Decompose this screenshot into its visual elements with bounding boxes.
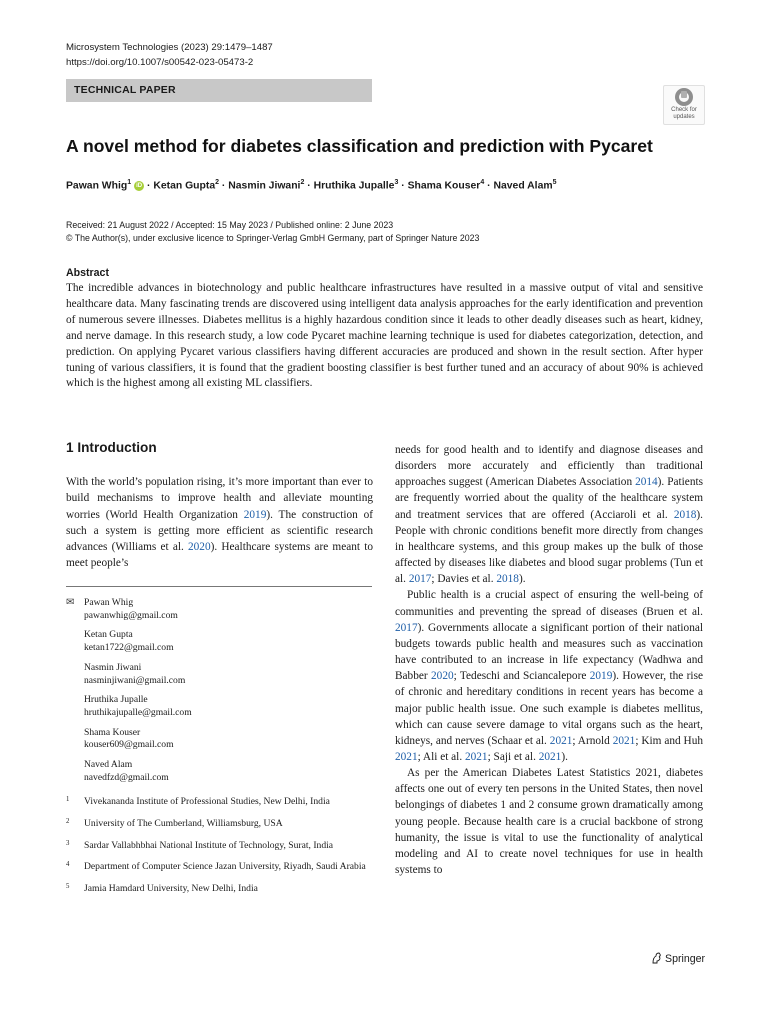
affiliation-entry [66, 883, 372, 896]
history-dates: Received: 21 August 2022 / Accepted: 15 May 2023 / Published online: 2 June 2023 [66, 220, 394, 230]
copyright-line: © The Author(s), under exclusive licence to Springer-Verlag GmbH Germany, part of Springer Nature 2023 [66, 233, 480, 243]
author-name[interactable]: Shama Kouser [407, 180, 481, 192]
abstract-heading: Abstract [66, 267, 109, 279]
author-separator: · [484, 180, 494, 192]
citation-link[interactable]: 2019 [589, 670, 613, 683]
contact-name: Pawan Whig [84, 597, 134, 608]
contact-entry [84, 629, 192, 655]
citation-link[interactable]: 2021 [612, 734, 636, 747]
affiliation-entry [66, 796, 372, 809]
affiliation-entry [66, 840, 372, 853]
affiliation-number: 1 [66, 796, 70, 803]
body-text: With the world’s population rising, it’s more important than ever to build mechanisms to improve health and alleviate mounting worries (World Health Organization [66, 476, 373, 521]
citation-link[interactable]: 2018 [496, 573, 519, 586]
author-affiliation-marker: 3 [394, 179, 399, 186]
intro-paragraph [395, 442, 703, 587]
body-text: ; Tedeschi and Sciancalepore [453, 670, 590, 683]
affiliation-number: 3 [66, 839, 70, 847]
article-type-banner [66, 79, 372, 102]
article-type-label: TECHNICAL PAPER [74, 84, 176, 96]
intro-column-left [66, 474, 373, 572]
contact-email[interactable]: pawanwhig@gmail.com [84, 609, 178, 621]
author-affiliation-marker: 1 [127, 179, 132, 186]
body-text: needs for good health and to identify and diagnose diseases and disorders more accurately and efficiently than traditional approaches suggest (American Diabetes Association [395, 444, 703, 489]
citation-link[interactable]: 2021 [549, 734, 573, 747]
affiliation-number: 5 [66, 883, 70, 891]
body-text: ). [518, 573, 526, 586]
journal-info [66, 41, 273, 70]
check-for-updates-label: Check for updates [671, 107, 697, 120]
contact-name: Shama Kouser [84, 726, 141, 738]
contact-name: Ketan Gupta [84, 629, 133, 641]
citation-link[interactable]: 2014 [635, 476, 658, 489]
contact-entry [84, 662, 192, 688]
author-list [66, 179, 557, 191]
contact-name: Hruthika Jupalle [84, 694, 148, 706]
body-text: ). [561, 750, 568, 763]
citation-link[interactable]: 2021 [395, 750, 418, 763]
body-text: ; Davies et al. [431, 573, 497, 586]
affiliation-number: 4 [66, 861, 70, 869]
orcid-icon[interactable]: iD [136, 182, 143, 189]
crossmark-icon [675, 88, 693, 106]
section-heading-introduction: 1 Introduction [66, 440, 157, 455]
body-text: ; Saji et al. [487, 750, 539, 763]
intro-paragraph [395, 587, 703, 765]
affiliation-text: Vivekananda Institute of Professional Studies, New Delhi, India [84, 796, 330, 807]
contact-entry [84, 597, 192, 623]
affiliations-list [66, 796, 372, 905]
footnote-divider [66, 586, 372, 587]
intro-paragraph [395, 765, 703, 878]
contact-name: Nasmin Jiwani [84, 661, 142, 673]
author-affiliation-marker: 5 [552, 179, 557, 186]
affiliation-entry [66, 818, 372, 831]
abstract-text: The incredible advances in biotechnology and public healthcare infrastructures have resulted in a massive output of vital and sensitive healthcare data. Many fascinating trends are discovered using intelligent data analysis approaches for the early identification and prevention of numerous severe illnesses. Diabetes mellitus is a highly hazardous condition since it leads to other deadly diseases such as heart, kidney, and nerve damage. In this research study, a low code Pycaret machine learning technique is used for diabetes categorization, detection, and prediction. On applying Pycaret various classifiers having different accuracies are produced and shown in the result section. After hyper tuning of various classifiers, it is found that the gradient boosting classifier is best further tuned and an accuracy of about 90% is achieved which is the highest among all existing ML classifiers. [66, 282, 703, 390]
contact-email[interactable]: nasminjiwani@gmail.com [84, 674, 186, 686]
contact-email[interactable]: ketan1722@gmail.com [84, 642, 174, 654]
author-affiliation-marker: 2 [300, 179, 305, 186]
publisher-logo [651, 952, 705, 965]
contact-entry [84, 727, 192, 753]
author-affiliation-marker: 4 [480, 179, 485, 186]
corresponding-contacts [84, 597, 192, 791]
affiliation-number: 2 [66, 817, 70, 825]
citation-link[interactable]: 2021 [464, 750, 488, 763]
contact-entry [84, 759, 192, 785]
author-name[interactable]: Hruthika Jupalle [313, 180, 395, 192]
paper-title: A novel method for diabetes classification and prediction with Pycaret [66, 136, 653, 156]
affiliation-text: Sardar Vallabhbhai National Institute of Technology, Surat, India [84, 839, 334, 851]
body-text: ). Patients are frequently worried about the quality of the healthcare system and treatment services that are offered (Acciaroli et al. [395, 476, 703, 521]
citation-link[interactable]: 2017 [395, 621, 418, 634]
body-text: Public health is a crucial aspect of ensuring the well-being of communities and preventing the spread of diseases (Bruen et al. [395, 589, 703, 618]
intro-column-right [395, 442, 703, 878]
contact-email[interactable]: kouser609@gmail.com [84, 739, 174, 751]
body-text: ; Kim and Huh [635, 734, 703, 747]
author-separator: · [219, 180, 229, 192]
citation-link[interactable]: 2021 [538, 750, 562, 763]
body-text: ). The construction of such a system is getting more efficient as scientific research advances (Williams et al. [66, 508, 373, 554]
intro-paragraph [66, 474, 373, 572]
contact-email[interactable]: navedfzd@gmail.com [84, 771, 169, 783]
citation-link[interactable]: 2018 [673, 508, 697, 521]
body-text: ). However, the rise of chronic and hereditary conditions in recent years has become a major public health issue. One such example is diabetes mellitus, which can cause severe damage to vital organs such as the heart, kidneys, and nerves (Schaar et al. [395, 670, 703, 747]
publisher-name: Springer [665, 953, 706, 965]
author-affiliation-marker: 2 [215, 179, 220, 186]
contact-email[interactable]: hruthikajupalle@gmail.com [84, 706, 192, 718]
body-text: ). Governments allocate a significant portion of their national budgets towards public health and measures such as vaccination have contributed to an increase in life expectancy (Wadhwa and Babber [395, 621, 703, 683]
body-text: ). Healthcare systems are meant to meet people’s [66, 541, 373, 570]
citation-link[interactable]: 2020 [431, 670, 454, 683]
body-text: As per the American Diabetes Latest Statistics 2021, diabetes affects one out of every ten persons in the United States, then novel belongings of diabetes 1 and 2 consume grown dramatically among young people. Because health care is a crucial backbone of strong humanity, the issue is vital to use the functionality of analytical modeling and AI to create novel techniques for use in health systems to [395, 767, 703, 877]
contact-name: Naved Alam [84, 758, 133, 770]
author-name[interactable]: Ketan Gupta [153, 180, 216, 192]
author-name[interactable]: Naved Alam [493, 180, 553, 192]
journal-citation: Microsystem Technologies (2023) 29:1479–1487 [66, 42, 273, 53]
citation-link[interactable]: 2017 [408, 573, 432, 586]
citation-link[interactable]: 2020 [188, 541, 211, 554]
check-for-updates-badge[interactable] [663, 85, 705, 125]
citation-link[interactable]: 2019 [243, 508, 267, 521]
author-name[interactable]: Pawan Whig [66, 180, 128, 192]
contact-entry [84, 694, 192, 720]
body-text: ). People with chronic conditions benefit more directly from changes in healthcare systems, and this group makes up the bulk of those affected by diseases like diabetes and blood sugar problems (Tun et al. [395, 508, 703, 586]
doi-link[interactable]: https://doi.org/10.1007/s00542-023-05473-2 [66, 56, 254, 68]
affiliation-text: University of The Cumberland, Williamsburg, USA [84, 817, 283, 829]
publication-dates [66, 219, 479, 245]
affiliation-entry [66, 861, 372, 874]
author-separator: · [144, 180, 154, 192]
affiliation-text: Jamia Hamdard University, New Delhi, India [84, 883, 258, 895]
author-separator: · [304, 180, 314, 192]
author-name[interactable]: Nasmin Jiwani [228, 180, 301, 192]
affiliation-text: Department of Computer Science Jazan University, Riyadh, Saudi Arabia [84, 861, 366, 873]
author-separator: · [398, 180, 408, 192]
body-text: ; Ali et al. [417, 750, 465, 763]
envelope-icon: ✉ [66, 597, 75, 608]
springer-horse-icon [651, 952, 662, 964]
body-text: ; Arnold [572, 734, 613, 747]
